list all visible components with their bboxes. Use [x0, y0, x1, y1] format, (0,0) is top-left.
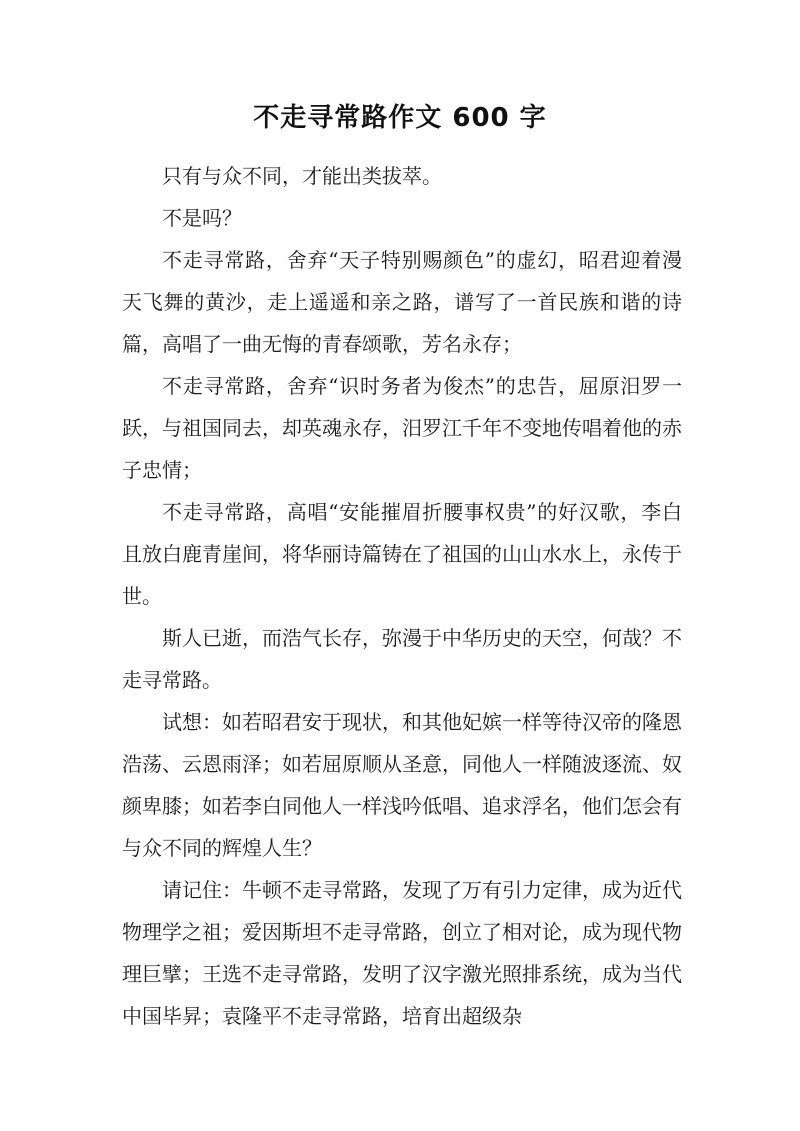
- paragraph: 只有与众不同，才能出类拔萃。: [162, 164, 442, 188]
- paragraph: 斯人已逝，而浩气长存，弥漫于中华历史的天空，何哉？不走寻常路。: [122, 626, 682, 692]
- paragraph: 不是吗？: [162, 206, 242, 230]
- page-title: 不走寻常路作文 600 字: [253, 103, 547, 133]
- paragraph: 不走寻常路，高唱“安能摧眉折腰事权贵”的好汉歌，李白且放白鹿青崖间，将华丽诗篇铸在了祖国的山山水水上，永传于世。: [122, 500, 682, 608]
- article-body: [122, 155, 682, 1037]
- paragraph: 试想：如若昭君安于现状，和其他妃嫔一样等待汉帝的隆恩浩荡、云恩雨泽；如若屈原顺从圣意，同他人一样随波逐流、奴颜卑膝；如若李白同他人一样浅吟低唱、追求浮名，他们怎会有与众不同的辉煌人生？: [122, 710, 682, 860]
- paragraph: 不走寻常路，舍弃“识时务者为俊杰”的忠告，屈原汨罗一跃，与祖国同去，却英魂永存，汨罗江千年不变地传唱着他的赤子忠情；: [122, 374, 682, 482]
- paragraph: 不走寻常路，舍弃“天子特别赐颜色”的虚幻，昭君迎着漫天飞舞的黄沙，走上遥遥和亲之路，谱写了一首民族和谐的诗篇，高唱了一曲无悔的青春颂歌，芳名永存；: [122, 248, 682, 356]
- paragraph: 请记住：牛顿不走寻常路，发现了万有引力定律，成为近代物理学之祖；爱因斯坦不走寻常路，创立了相对论，成为现代物理巨擘；王选不走寻常路，发明了汉字激光照排系统，成为当代中国毕昇；袁隆平不走寻常路，培育出超级杂: [122, 878, 682, 1028]
